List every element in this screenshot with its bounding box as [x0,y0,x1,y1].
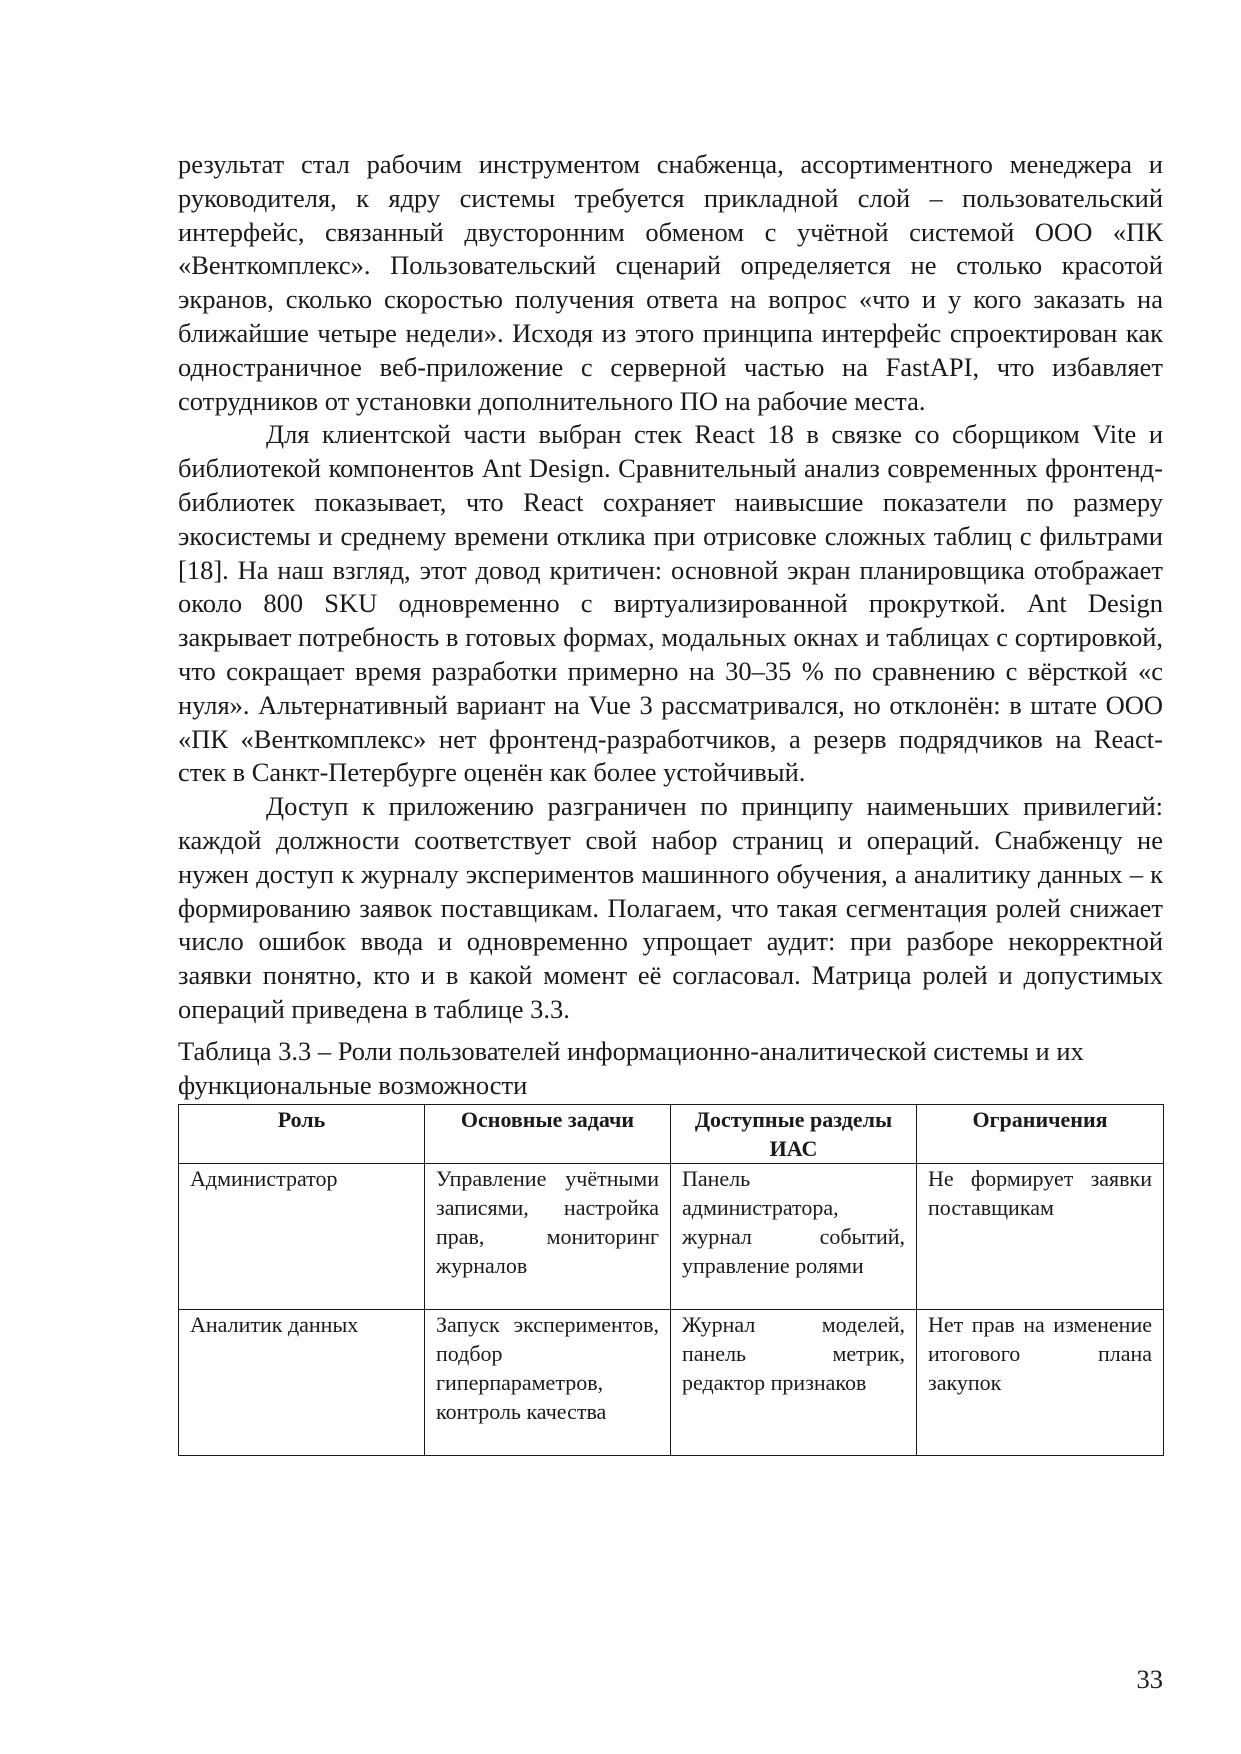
header-sections: Доступные разделы ИАС [671,1105,917,1164]
cell-role: Администратор [179,1164,425,1310]
table-header-row [179,1105,1164,1164]
header-restrictions: Ограничения [917,1105,1164,1164]
table-row [179,1164,1164,1310]
roles-table [178,1104,1164,1456]
cell-sections: Панель администратора, журнал событий, управление ролями [671,1164,917,1310]
page-number: 33 [1136,1664,1163,1694]
table-row [179,1310,1164,1456]
cell-sections: Журнал моделей, панель метрик, редактор признаков [671,1310,917,1456]
header-role: Роль [179,1105,425,1164]
cell-role: Аналитик данных [179,1310,425,1456]
table-caption: Таблица 3.3 – Роли пользователей информационно-аналитической системы и их функциональные возможности [178,1035,1084,1100]
cell-restrictions: Не формирует заявки поставщикам [917,1164,1164,1310]
cell-tasks: Управление учётными записями, настройка прав, мониторинг журналов [425,1164,671,1310]
paragraph-2: Для клиентской части выбран стек React 18 в связке со сборщиком Vite и библиотекой компонентов Ant Design. Сравнительный анализ современных фронтенд-библиотек показывает, что React сохраняет наивысшие показатели по размеру экосистемы и среднему времени отклика при отрисовке сложных таблиц с фильтрами [18]. На наш взгляд, этот довод критичен: основной экран планировщика отображает около 800 SKU одновременно с виртуализированной прокруткой. Ant Design закрывает потребность в готовых формах, модальных окнах и таблицах с сортировкой, что сокращает время разработки примерно на 30–35 % по сравнению с вёрсткой «с нуля». Альтернативный вариант на Vue 3 рассматривался, но отклонён: в штате ООО «ПК «Венткомплекс» нет фронтенд-разработчиков, а резерв подрядчиков на React-стек в Санкт-Петербурге оценён как более устойчивый. [178,419,1163,788]
document-body [178,148,1163,1456]
paragraph-1: результат стал рабочим инструментом снабженца, ассортиментного менеджера и руководителя, к ядру системы требуется прикладной слой – пользовательский интерфейс, связанный двусторонним обменом с учётной системой ООО «ПК «Венткомплекс». Пользовательский сценарий определяется не столько красотой экранов, сколько скоростью получения ответа на вопрос «что и у кого заказать на ближайшие четыре недели». Исходя из этого принципа интерфейс спроектирован как одностраничное веб-приложение с серверной частью на FastAPI, что избавляет сотрудников от установки дополнительного ПО на рабочие места. [178,149,1163,416]
paragraph-3: Доступ к приложению разграничен по принципу наименьших привилегий: каждой должности соответствует свой набор страниц и операций. Снабженцу не нужен доступ к журналу экспериментов машинного обучения, а аналитику данных – к формированию заявок поставщикам. Полагаем, что такая сегментация ролей снижает число ошибок ввода и одновременно упрощает аудит: при разборе некорректной заявки понятно, кто и в какой момент её согласовал. Матрица ролей и допустимых операций приведена в таблице 3.3. [178,791,1163,1024]
cell-tasks: Запуск экспериментов, подбор гиперпараметров, контроль качества [425,1310,671,1456]
cell-restrictions: Нет прав на изменение итогового плана закупок [917,1310,1164,1456]
header-tasks: Основные задачи [425,1105,671,1164]
